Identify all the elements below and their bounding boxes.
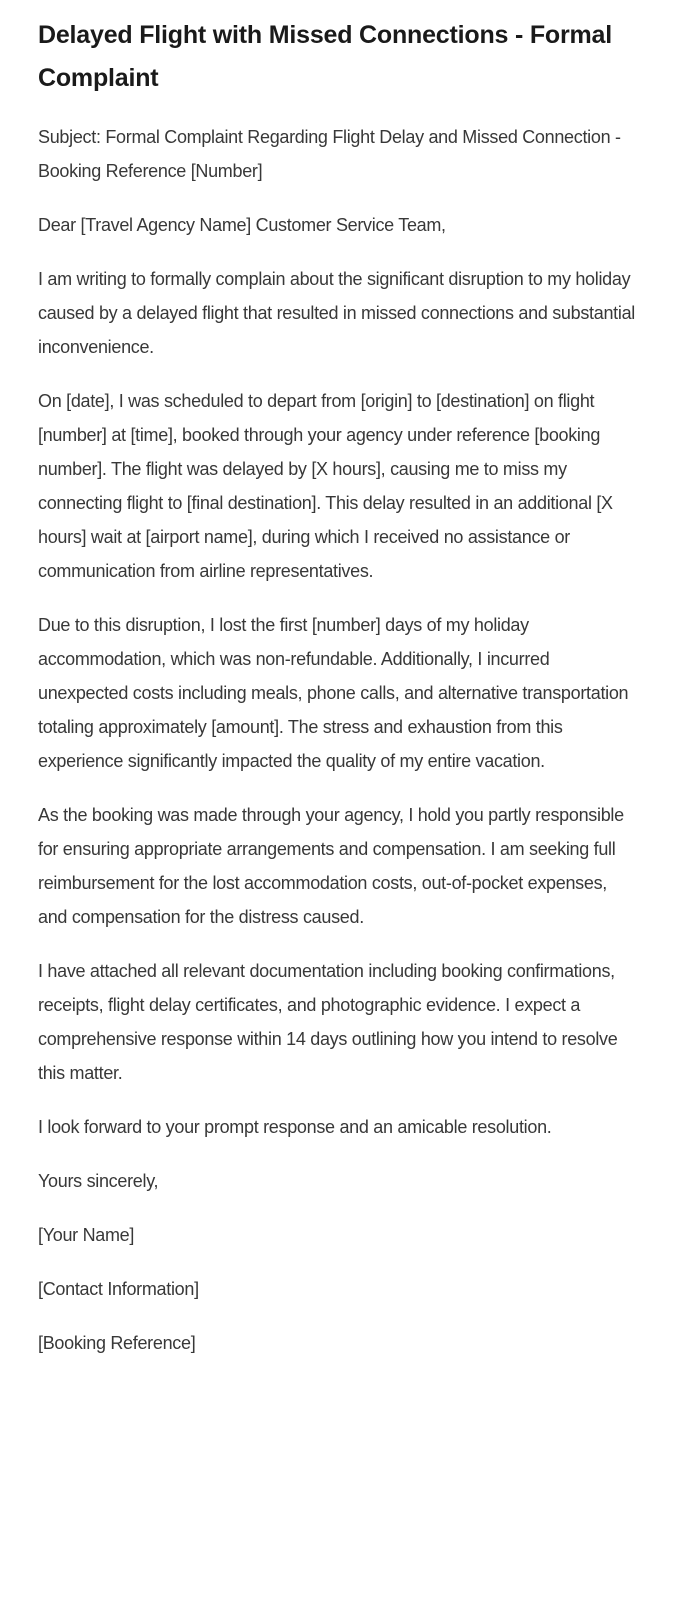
signature-contact-placeholder: [Contact Information] <box>38 1279 199 1299</box>
body-paragraph-closing: I look forward to your prompt response and an amicable resolution. <box>38 1117 552 1137</box>
subject-line: Subject: Formal Complaint Regarding Flight Delay and Missed Connection - Booking Reference [Number] <box>38 127 621 181</box>
body-paragraph-responsibility: As the booking was made through your agency, I hold you partly responsible for ensuring appropriate arrangements and compensation. I am seeking full reimbursement for the lost accommodation costs, out-of-pocket expenses, and compensation for the distress caused. <box>38 805 624 927</box>
salutation: Dear [Travel Agency Name] Customer Service Team, <box>38 215 446 235</box>
body-paragraph-incident-details: On [date], I was scheduled to depart from [origin] to [destination] on flight [number] at [time], booked through your agency under reference [booking number]. The flight was delayed by [X hours], causing me to miss my connecting flight to [final destination]. This delay resulted in an additional [X hours] wait at [airport name], during which I received no assistance or communication from airline representatives. <box>38 391 613 581</box>
sign-off: Yours sincerely, <box>38 1171 159 1191</box>
signature-name-placeholder: [Your Name] <box>38 1225 135 1245</box>
signature-booking-reference-placeholder: [Booking Reference] <box>38 1333 196 1353</box>
body-paragraph-losses: Due to this disruption, I lost the first [number] days of my holiday accommodation, which was non-refundable. Additionally, I incurred unexpected costs including meals, phone calls, and alternative transportation totaling approximately [amount]. The stress and exhaustion from this experience significantly impacted the quality of my entire vacation. <box>38 615 629 771</box>
body-paragraph-documentation: I have attached all relevant documentation including booking confirmations, receipts, flight delay certificates, and photographic evidence. I expect a comprehensive response within 14 days outlining how you intend to resolve this matter. <box>38 961 618 1083</box>
body-paragraph-intro: I am writing to formally complain about the significant disruption to my holiday caused by a delayed flight that resulted in missed connections and substantial inconvenience. <box>38 269 635 357</box>
document-title: Delayed Flight with Missed Connections - Formal Complaint <box>38 21 612 92</box>
